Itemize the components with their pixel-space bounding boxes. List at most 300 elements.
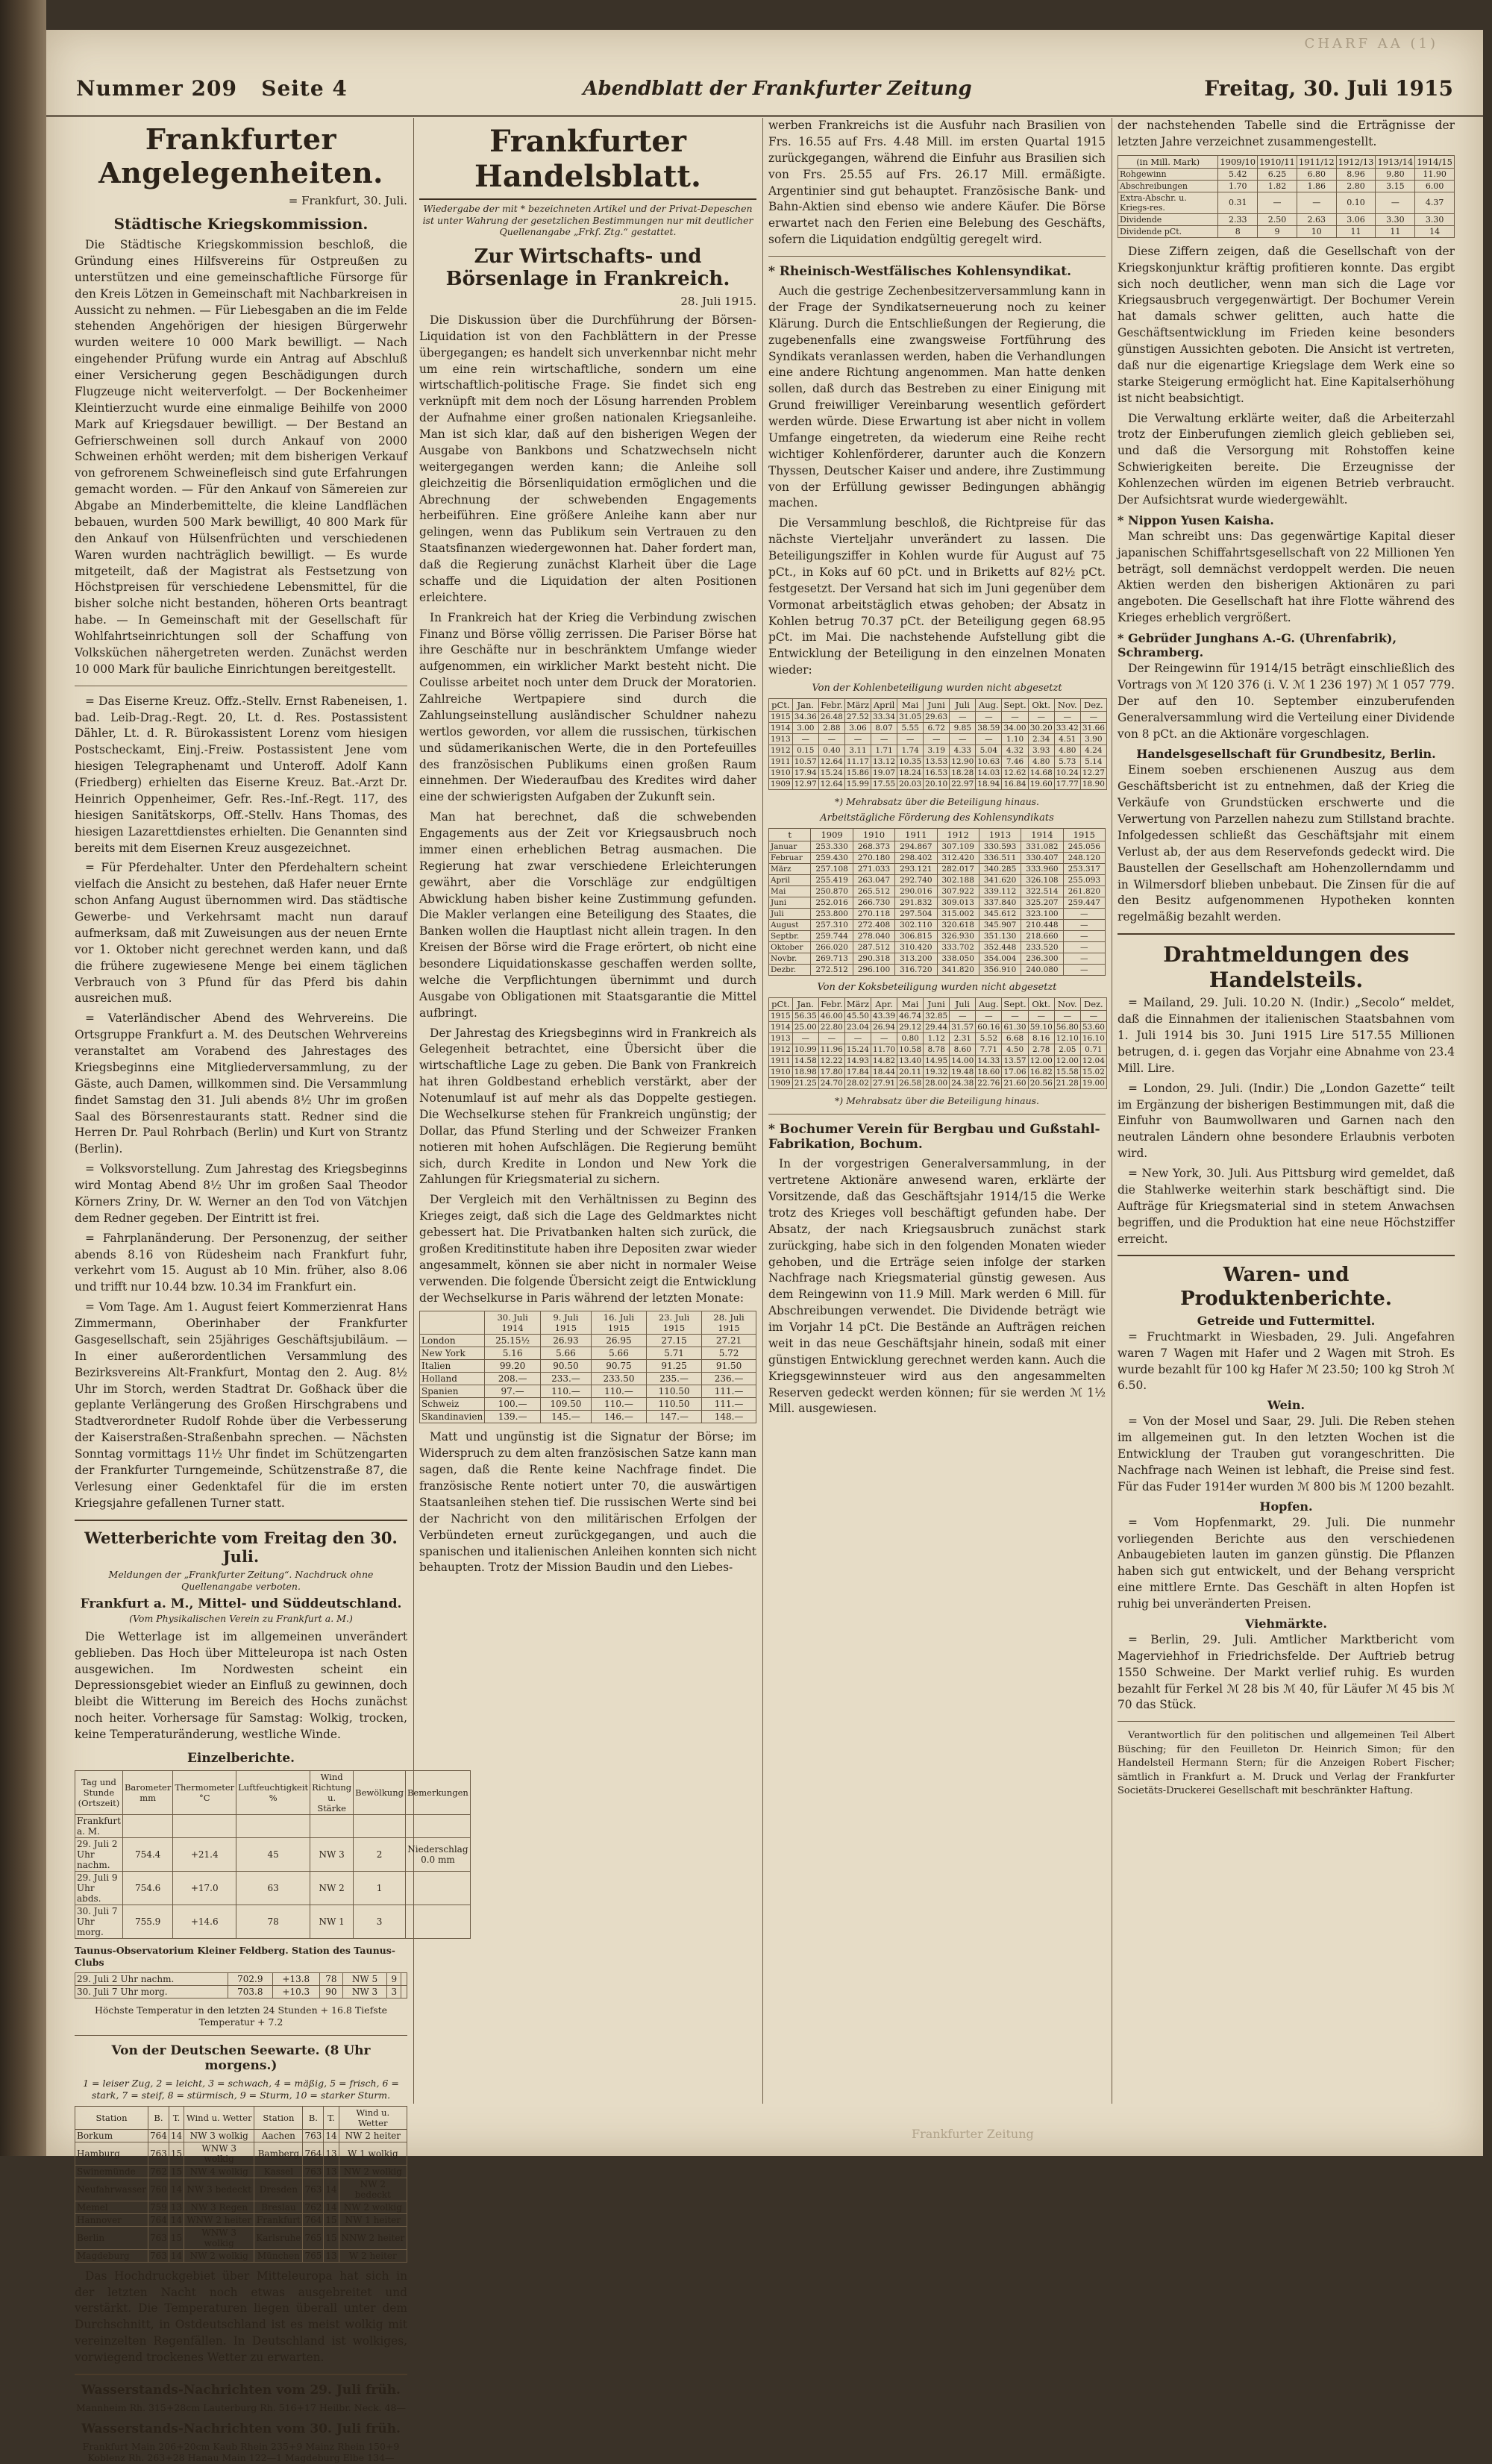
table-cell: 338.050 (937, 953, 979, 964)
table-cell: — (1063, 941, 1105, 953)
table-cell: WNW 3 wolkig (184, 2142, 254, 2165)
table-cell: 0.15 (792, 745, 818, 756)
table-cell: 21.25 (792, 1077, 818, 1088)
article-paragraph: Der Jahrestag des Kriegsbeginns wird in Frankreich als Gelegenheit betrachtet, eine Übersicht über die wirtschaftliche Lage zu geben. Die Bank von Frankreich hat ihren Goldbestand erheblich verstärkt, aber der Notenumlauf ist auf mehr als das Doppelte gestiegen. Die Wechselkurse stehen für Frankreich ungünstig; der Dollar, das Pfund Sterling und der Schweizer Franken notieren mit hohen Aufschlägen. Die Regierung bemüht sich, durch Kredite in London und New York die Zahlungen für Kriegsmaterial zu sichern. (419, 1026, 756, 1187)
seewarte-heading: Von der Deutschen Seewarte. (8 Uhr morgens.) (111, 2043, 371, 2074)
table-row (769, 919, 1106, 930)
table-cell: 18.60 (976, 1066, 1002, 1077)
table-cell: 12.90 (950, 756, 976, 768)
table-cell: 263.047 (853, 874, 894, 885)
table-row (75, 2142, 407, 2165)
table-cell: 1915 (769, 1010, 793, 1021)
table-header-cell: Wind u. Wetter (184, 2106, 254, 2129)
article-paragraph: = London, 29. Juli. (Indir.) Die „London Gazette“ teilt im Ergänzung der bisherigen Bestimmungen mit, daß die Einfuhr von Baumwollwaren und Garnen nach den neutralen Ländern ohne besondere Erlaubnis verboten wird. (1118, 1081, 1455, 1161)
table-cell: Rohgewinn (1118, 168, 1218, 180)
table-cell: 19.00 (1080, 1077, 1106, 1088)
table-row (769, 953, 1106, 964)
table-cell: 287.512 (853, 941, 894, 953)
table-cell: 3.30 (1376, 213, 1415, 225)
table-cell: 233.— (540, 1373, 591, 1385)
article-paragraph: = Vom Tage. Am 1. August feiert Kommerzienrat Hans Zimmermann, Oberinhaber der Frankfurter Gasgesellschaft, sein 25jähriges Geschäftsjubiläum. — In einer außerordentlichen Versammlung des Bezirksvereins Alt-Frankfurt, Montag den 2. Aug. 8½ Uhr im Storch, werden Stadtrat Dr. Goßhack über die geplante Verlängerung des Großen Hirschgrabens und Stadtverordneter Rudolf Rohde über die Verbesserung der Kaiserstraßen-Straßenbahn sprechen. — Nächsten Sonntag vormittags 11½ Uhr findet im Schützengarten der Frankfurter Turngemeinde, Schützenstraße 87, die Verlesung einer Gedenktafel für die im ersten Kriegsjahre gefallenen Turner statt. (75, 1300, 407, 1510)
table-cell: Frankfurt a. M. (75, 1814, 123, 1837)
table-cell: 11 (1376, 225, 1415, 237)
table-cell: 29. Juli 2 Uhr nachm. (75, 1837, 123, 1871)
table-row (769, 712, 1107, 723)
table-cell (354, 1814, 406, 1837)
table-cell: 765 (303, 2249, 324, 2262)
table-cell: 17.84 (844, 1066, 871, 1077)
table-cell: 56.35 (792, 1010, 818, 1021)
table-cell: März (769, 863, 811, 874)
table-cell: 255.093 (1063, 874, 1105, 885)
table-cell: 29.12 (897, 1021, 924, 1032)
table-row (420, 1360, 756, 1373)
table-cell: 100.— (485, 1398, 541, 1411)
table-cell: 110.50 (647, 1385, 702, 1398)
table-cell: Hannover (75, 2213, 148, 2226)
table-header-cell: Juni (924, 699, 950, 712)
table-cell: 703.8 (228, 1986, 273, 1999)
table-footnote: *) Mehrabsatz über die Beteiligung hinaus. (834, 1094, 1040, 1106)
table-cell: 45.50 (844, 1010, 871, 1021)
table-cell: 19.48 (950, 1066, 976, 1077)
table-cell: 290.318 (853, 953, 894, 964)
table-cell: 14 (169, 2129, 184, 2142)
table-cell: NW 1 (310, 1905, 354, 1938)
table-cell: 97.— (485, 1385, 541, 1398)
table-cell: 339.112 (979, 885, 1021, 897)
table-cell: Skandinavien (420, 1411, 485, 1423)
table-footnote: *) Mehrabsatz über die Beteiligung hinaus. (834, 796, 1040, 807)
table-row (769, 852, 1106, 863)
table-cell: 1910 (769, 1066, 793, 1077)
table-cell: 1914 (769, 1021, 793, 1032)
top-faint-mark: CHARF AA (1) (1304, 36, 1438, 51)
table-cell: 272.408 (853, 919, 894, 930)
table-cell: 43.39 (871, 1010, 897, 1021)
table-header-cell: Luftfeuchtigkeit % (236, 1770, 310, 1814)
table-cell: 2.78 (1028, 1044, 1054, 1055)
table-row (769, 841, 1106, 852)
table-header-cell: Nov. (1054, 699, 1080, 712)
table-cell: +17.0 (173, 1871, 236, 1905)
table-row (420, 1347, 756, 1360)
table-row (769, 1010, 1107, 1021)
table-cell: — (1063, 964, 1105, 975)
table-row (769, 1021, 1107, 1032)
table-cell: Februar (769, 852, 811, 863)
table-cell: 352.448 (979, 941, 1021, 953)
table-cell: 19.07 (871, 768, 897, 779)
table-cell: — (818, 734, 844, 745)
table-cell: 14.33 (976, 1055, 1002, 1066)
table-cell: 278.040 (853, 930, 894, 941)
table-cell: 17.55 (871, 779, 897, 790)
table-cell: 4.50 (1002, 1044, 1028, 1055)
table-cell: 11.70 (871, 1044, 897, 1055)
table-cell: 3.15 (1376, 180, 1415, 192)
table-cell: 3 (354, 1905, 406, 1938)
table-cell: 26.94 (871, 1021, 897, 1032)
table-cell: — (897, 734, 924, 745)
table-cell: NW 2 heiter (339, 2129, 407, 2142)
article-heading: Handelsgesellschaft für Grundbesitz, Berlin. (1136, 747, 1436, 762)
table-cell: 109.50 (540, 1398, 591, 1411)
table-cell: 14 (1415, 225, 1455, 237)
table-cell: 296.100 (853, 964, 894, 975)
table-cell: 1.10 (1002, 734, 1028, 745)
table-cell: 1911 (769, 1055, 793, 1066)
table-header-cell: Bemerkungen (405, 1770, 470, 1814)
table-cell: Mai (769, 885, 811, 897)
table-cell: — (792, 1032, 818, 1044)
table-cell: 337.840 (979, 897, 1021, 908)
table-cell: 310.420 (895, 941, 937, 953)
article-paragraph: Einem soeben erschienenen Auszug aus dem Geschäftsbericht ist zu entnehmen, daß der Krieg die Verkäufe von Grundstücken erschwerte und die Verwertung von Parzellen nahezu zum Stillstand brachte. Infolgedessen schließt das Geschäftsjahr mit einem Verlust ab, der aus dem Reservefonds gedeckt wird. Die Baustellen der Gesellschaft am Hohenzollerndamm und in Wilmersdorf blieben unbebaut. Die Zinsen für die auf den Besitz aufgenommenen Hypotheken konnten regelmäßig bezahlt werden. (1118, 763, 1455, 924)
coke-quota-table (768, 997, 1107, 1089)
section-title-frankfurt: Frankfurter Angelegenheiten. (98, 122, 383, 189)
table-cell: Frankfurt (254, 2213, 303, 2226)
seewarte-table (75, 2106, 407, 2263)
table-header-cell: Wind u. Wetter (339, 2106, 407, 2129)
table-cell: 90.75 (591, 1360, 646, 1373)
table-cell: 764 (148, 2213, 169, 2226)
column-3 (768, 118, 1106, 2104)
table-row (769, 897, 1106, 908)
table-cell: — (1258, 192, 1297, 213)
table-cell: 10.24 (1054, 768, 1080, 779)
table-cell: 78 (236, 1905, 310, 1938)
table-cell: Dresden (254, 2178, 303, 2201)
table-cell: 5.42 (1218, 168, 1258, 180)
table-header-cell: März (844, 699, 871, 712)
table-cell: New York (420, 1347, 485, 1360)
table-cell: 32.85 (924, 1010, 950, 1021)
table-cell: — (1063, 908, 1105, 919)
article-paragraph: = Fruchtmarkt in Wiesbaden, 29. Juli. Angefahren waren 7 Wagen mit Hafer und 2 Wagen mit Stroh. Es wurde bezahlt für 100 kg Hafer ℳ 23.50; 100 kg Stroh ℳ 6.50. (1118, 1329, 1455, 1393)
table-cell: 9.85 (950, 723, 976, 734)
table-cell: 764 (303, 2213, 324, 2226)
article-paragraph: Die Verwaltung erklärte weiter, daß die Arbeiterzahl trotz der Einberufungen ziemlich gleich geblieben sei, und daß die Versorgung mit Rohstoffen keine Schwierigkeiten bereite. Die Erzeugnisse der Kohlenzechen würden im eigenen Betrieb verbraucht. Der Aufsichtsrat wurde wiedergewählt. (1118, 411, 1455, 507)
table-cell: 255.419 (811, 874, 853, 885)
table-cell: 18.28 (950, 768, 976, 779)
table-cell: 33.42 (1054, 723, 1080, 734)
table-header-cell: Febr. (818, 997, 844, 1010)
table-cell: 302.110 (895, 919, 937, 930)
table-cell: — (1002, 712, 1028, 723)
table-row (769, 779, 1107, 790)
table-header-cell: Barometer mm (122, 1770, 172, 1814)
table-cell: +21.4 (173, 1837, 236, 1871)
table-cell: 1.74 (897, 745, 924, 756)
table-header-cell: 1910/11 (1258, 155, 1297, 168)
table-cell: 755.9 (122, 1905, 172, 1938)
table-cell: — (844, 734, 871, 745)
table-cell: 34.00 (1002, 723, 1028, 734)
table-cell: 245.056 (1063, 841, 1105, 852)
masthead-edition: Abendblatt der Frankfurter Zeitung (583, 78, 972, 100)
table-header-cell: (in Mill. Mark) (1118, 155, 1218, 168)
table-cell: 272.512 (811, 964, 853, 975)
table-cell: 2.63 (1297, 213, 1336, 225)
commodity-subheading: Getreide und Futtermittel. (1197, 1313, 1376, 1328)
table-cell: 0.71 (1080, 1044, 1106, 1055)
table-cell: 10.35 (897, 756, 924, 768)
section-title-wire-reports: Drahtmeldungen des Handelsteils. (1163, 942, 1409, 992)
table-cell: 3.06 (844, 723, 871, 734)
table-cell: 12.00 (1054, 1055, 1080, 1066)
table-cell: — (1063, 953, 1105, 964)
weather-subnote: Meldungen der „Frankfurter Zeitung“. Nachdruck ohne Quellenangabe verboten. (108, 1568, 374, 1592)
table-header-cell: Bewölkung (354, 1770, 406, 1814)
table-cell: 6.25 (1258, 168, 1297, 180)
table-cell: 253.317 (1063, 863, 1105, 874)
table-header-cell: 1914 (1021, 828, 1063, 841)
table-cell: 45 (236, 1837, 310, 1871)
table-cell: Dividende (1118, 213, 1218, 225)
divider (768, 1114, 1106, 1115)
table-cell: 14 (324, 2201, 339, 2213)
table-cell: +10.3 (272, 1986, 319, 1999)
table-header-cell: 1909 (811, 828, 853, 841)
coal-output-table (768, 828, 1106, 976)
table-cell: 29.63 (924, 712, 950, 723)
table-cell: London (420, 1335, 485, 1347)
table-header-cell: 23. Juli 1915 (647, 1311, 702, 1335)
table-cell: — (1376, 192, 1415, 213)
table-cell: 354.004 (979, 953, 1021, 964)
table-header-cell: Sept. (1002, 997, 1028, 1010)
table-cell: — (818, 1032, 844, 1044)
table-cell: 315.002 (937, 908, 979, 919)
table-cell: 12.64 (818, 756, 844, 768)
table-row (769, 930, 1106, 941)
table-cell: 1.71 (871, 745, 897, 756)
table-cell: 320.618 (937, 919, 979, 930)
table-cell: 13 (324, 2142, 339, 2165)
table-cell: 29. Juli 9 Uhr abds. (75, 1871, 123, 1905)
table-cell: — (1063, 930, 1105, 941)
table-cell: August (769, 919, 811, 930)
article-paragraph: = Vaterländischer Abend des Wehrvereins. Die Ortsgruppe Frankfurt a. M. des Deutschen Wehrvereins veranstaltet am Vorabend des Jahrestages des Kriegsbeginns eine Mitgliederversammlung, zu der Gäste, auch Damen, willkommen sind. Die Versammlung findet Samstag den 31. Juli abends 8½ Uhr im großen Saal des Börsenrestaurants statt. Redner sind die Herren Dr. Paul Rohrbach (Berlin) und Kurt von Strantz (Berlin). (75, 1012, 407, 1156)
table-cell: 26.95 (591, 1335, 646, 1347)
table-cell: 3.11 (844, 745, 871, 756)
weather-table-frankfurt (75, 1770, 471, 1939)
table-cell: 1913 (769, 1032, 793, 1044)
table-caption: Von der Kohlenbeteiligung wurden nicht abgesetzt (812, 683, 1062, 694)
table-cell: 2.31 (950, 1032, 976, 1044)
table-cell: Breslau (254, 2201, 303, 2213)
table-cell: NW 5 (342, 1973, 387, 1986)
table-cell: 16.53 (924, 768, 950, 779)
table-cell: 4.24 (1080, 745, 1106, 756)
table-cell: Schweiz (420, 1398, 485, 1411)
table-cell: 333.702 (937, 941, 979, 953)
table-cell: 14 (324, 2178, 339, 2201)
earnings-table (1118, 155, 1455, 238)
table-cell: 2.88 (818, 723, 844, 734)
table-cell (122, 1814, 172, 1837)
divider (75, 1520, 407, 1521)
table-cell: 1909 (769, 779, 793, 790)
table-cell: 12.27 (1080, 768, 1106, 779)
table-cell: Swinemünde (75, 2165, 148, 2178)
table-header-cell: Aug. (976, 997, 1002, 1010)
article-paragraph: = Für Pferdehalter. Unter den Pferdehaltern scheint vielfach die Ansicht zu bestehen, daß Hafer neuer Ernte schon Anfang August übernommen wird. Das städtische Gewerbe- und Verkehrsamt macht nun darauf aufmerksam, daß mit Zuweisungen aus der neuen Ernte vor 1. Oktober nicht gerechnet werden kann, und daß die frühere zugewiesene Menge bei einem täglichen Verbrauch von 3 Pfund für das Pferd bis dahin ausreichen muß. (75, 861, 407, 1006)
table-cell: 302.188 (937, 874, 979, 885)
table-cell: 763 (303, 2178, 324, 2201)
table-cell: 297.504 (895, 908, 937, 919)
article-paragraph: = New York, 30. Juli. Aus Pittsburg wird gemeldet, daß die Stahlwerke weiterhin stark beschäftigt sind. Die Aufträge für Kriegsmaterial sind in stetem Anwachsen begriffen, und die Produktion hat eine neue Höchstziffer erreicht. (1118, 1167, 1455, 1246)
table-header-cell: März (844, 997, 871, 1010)
table-cell: — (871, 1032, 897, 1044)
table-cell: +14.6 (173, 1905, 236, 1938)
table-row (1118, 168, 1455, 180)
table-cell: 11.96 (818, 1044, 844, 1055)
table-row (769, 745, 1107, 756)
table-cell: 8.96 (1336, 168, 1376, 180)
table-header-cell: B. (148, 2106, 169, 2129)
article-heading: Städtische Kriegskommission. (113, 215, 369, 233)
issue-number (76, 76, 348, 101)
table-cell: 261.820 (1063, 885, 1105, 897)
page-number: Seite 4 (261, 76, 348, 101)
table-cell: NW 3 (342, 1986, 387, 1999)
table-header-cell: Juli (950, 997, 976, 1010)
article-paragraph: Die Städtische Kriegskommission beschloß, die Gründung eines Hilfsvereins für Ostpreußen zu unterstützen und eine gemeinschaftliche Fürsorge für den Kreis Lötzen in Gemeinschaft mit Nachbarkreisen in Aussicht zu nehmen. — Für Liebesgaben an die im Felde stehenden Angehörigen der hiesigen Bürgerwehr wurden weitere 10 000 Mark bewilligt. — Nach eingehender Prüfung wurde ein Antrag auf Abschluß einer Versicherung gegen Beschädigungen durch Flugzeuge nicht weiterverfolgt. — Der Bockenheimer Kleintierzucht wurde eine einmalige Beihilfe von 2000 Mark auf Kriegsdauer bewilligt. — Der Bestand an Gefrierschweinen soll durch Ankauf von 2000 Schweinen erhöht werden; mit dem bisherigen Verkauf von gefrorenem Schweinefleisch sind gute Erfahrungen gemacht worden. — Für den Ankauf von Sämereien zur Abgabe an Minderbemittelte, die kleine Landflächen bebauen, wurden 500 Mark bewilligt, 40 800 Mark für den Ankauf von Hülsenfrüchten und verschiedenen Waren wurden nachträglich bewilligt. — Es wurde mitgeteilt, daß der Magistrat als Festsetzung von Höchstpreisen für verschiedene Lebensmittel, für die bisher solche nicht bestanden, höheren Orts beantragt habe. — In Gemeinschaft mit der Gesellschaft für Wohlfahrtseinrichtungen soll der Schaffung von Volksküchen nähergetreten werden. Zunächst werden 10 000 Mark für bauliche Einrichtungen bereitgestellt. (75, 238, 407, 676)
article-heading: * Nippon Yusen Kaisha. (1118, 512, 1274, 527)
table-header-cell: Juli (950, 699, 976, 712)
table-cell: 33.34 (871, 712, 897, 723)
article-paragraph: Auch die gestrige Zechenbesitzerversammlung kann in der Frage der Syndikatserneuerung noch zu keiner Klärung. Durch die Entschließungen der Regierung, die zugebenenfalls eine zwangsweise Fortführung des Syndikats veranlassen werden, haben die Verhandlungen eine andere Richtung angenommen. Man hatte denken sollen, daß durch das Bestreben zu einer Einigung mit Grund freiwilliger Vereinbarung wesentlich gefördert werden würde. Diese Erwartung ist aber nicht in vollem Umfange eingetreten, da wiederum eine Reihe recht wichtiger Kohlenförderer, darunter auch die Konzern Thyssen, Deutscher Kaiser und andere, ihre Zustimmung von der Erfüllung gewisser Bedingungen abhängig machen. (768, 284, 1106, 510)
article-heading: * Bochumer Verein für Bergbau und Gußstahl-Fabrikation, Bochum. (768, 1122, 1100, 1153)
table-cell: 0.31 (1218, 192, 1258, 213)
table-cell: 6.00 (1415, 180, 1455, 192)
article-heading: * Rheinisch-Westfälisches Kohlensyndikat. (768, 264, 1072, 279)
table-cell: Extra-Abschr. u. Kriegs-res. (1118, 192, 1218, 213)
table-cell: 307.109 (937, 841, 979, 852)
table-cell: 19.32 (924, 1066, 950, 1077)
table-cell: 15 (324, 2226, 339, 2249)
table-cell: 18.98 (792, 1066, 818, 1077)
table-row (769, 964, 1106, 975)
table-cell: — (1080, 1010, 1106, 1021)
table-cell: NNW 2 heiter (339, 2226, 407, 2249)
table-cell: 78 (319, 1973, 342, 1986)
table-cell: 24.70 (818, 1077, 844, 1088)
table-cell: — (950, 1010, 976, 1021)
table-cell: WNW 3 wolkig (184, 2226, 254, 2249)
table-cell: NW 3 wolkig (184, 2129, 254, 2142)
table-row (75, 1973, 407, 1986)
table-cell: NW 3 bedeckt (184, 2178, 254, 2201)
table-header-cell (420, 1311, 485, 1335)
table-cell: 306.815 (895, 930, 937, 941)
table-header-cell: Sept. (1002, 699, 1028, 712)
table-cell: 0.40 (818, 745, 844, 756)
table-cell: 764 (148, 2129, 169, 2142)
table-cell: 763 (148, 2249, 169, 2262)
table-cell: 8.16 (1028, 1032, 1054, 1044)
table-cell: NW 1 heiter (339, 2213, 407, 2226)
table-cell: 3.19 (924, 745, 950, 756)
table-row (75, 2129, 407, 2142)
table-row (75, 2178, 407, 2201)
divider (75, 2035, 407, 2036)
table-cell: 269.713 (811, 953, 853, 964)
table-cell: 5.73 (1054, 756, 1080, 768)
table-row (769, 863, 1106, 874)
table-cell: 259.430 (811, 852, 853, 863)
table-row (769, 885, 1106, 897)
table-cell: — (1028, 712, 1054, 723)
table-row (75, 2249, 407, 2262)
table-cell: NW 2 wolkig (339, 2165, 407, 2178)
table-cell: NW 4 wolkig (184, 2165, 254, 2178)
table-cell: 29.44 (924, 1021, 950, 1032)
table-cell: 6.68 (1002, 1032, 1028, 1044)
table-row (75, 2213, 407, 2226)
article-paragraph: der nachstehenden Tabelle sind die Erträgnisse der letzten Jahre verzeichnet zusammengestellt. (1118, 119, 1455, 148)
table-row (769, 1055, 1107, 1066)
table-row (769, 1077, 1107, 1088)
table-cell: 14 (324, 2129, 339, 2142)
table-cell: 110.— (591, 1385, 646, 1398)
table-cell: München (254, 2249, 303, 2262)
table-cell: 326.930 (937, 930, 979, 941)
table-cell: 3.06 (1336, 213, 1376, 225)
table-cell: 8.78 (924, 1044, 950, 1055)
table-header-cell: 1912/13 (1336, 155, 1376, 168)
table-cell: 763 (303, 2129, 324, 2142)
table-cell: Karlsruhe (254, 2226, 303, 2249)
table-header-cell: Station (75, 2106, 148, 2129)
table-cell: 4.51 (1054, 734, 1080, 745)
table-cell: 10.57 (792, 756, 818, 768)
table-cell: — (976, 1010, 1002, 1021)
water-level-heading-1: Wasserstands-Nachrichten vom 29. Juli früh. (81, 2382, 401, 2398)
table-cell: 9 (1258, 225, 1297, 237)
table-cell: 46.00 (818, 1010, 844, 1021)
table-header-cell: 1914/15 (1415, 155, 1455, 168)
table-cell: 12.22 (818, 1055, 844, 1066)
table-cell: 20.10 (924, 779, 950, 790)
table-header-cell: 30. Juli 1914 (485, 1311, 541, 1335)
page-header (46, 69, 1483, 117)
table-cell: 21.28 (1054, 1077, 1080, 1088)
dateline: = Frankfurt, 30. Juli. (288, 194, 407, 207)
table-cell: 13.57 (1002, 1055, 1028, 1066)
table-header-cell: Okt. (1028, 997, 1054, 1010)
table-cell: — (1080, 712, 1106, 723)
table-cell: 331.082 (1021, 841, 1063, 852)
divider (1118, 933, 1455, 935)
article-paragraph: = Berlin, 29. Juli. Amtlicher Marktbericht vom Magerviehhof in Friedrichsfelde. Der Auftrieb betrug 1550 Schweine. Der Markt verlief ruhig. Es wurden bezahlt für Ferkel ℳ 28 bis ℳ 40, für Läufer ℳ 45 bis ℳ 70 das Stück. (1118, 1632, 1455, 1712)
table-cell: Oktober (769, 941, 811, 953)
table-cell: 15.24 (844, 1044, 871, 1055)
table-cell: 146.— (591, 1411, 646, 1423)
table-cell: 3.00 (792, 723, 818, 734)
table-header-cell: 1913 (979, 828, 1021, 841)
table-row (75, 1986, 407, 1999)
commodity-subheading: Wein. (1267, 1398, 1306, 1413)
table-cell: 26.93 (540, 1335, 591, 1347)
table-cell: NW 3 (310, 1837, 354, 1871)
table-cell: 6.72 (924, 723, 950, 734)
table-cell: Niederschlag 0.0 mm (405, 1837, 470, 1871)
table-cell: NW 2 (310, 1871, 354, 1905)
table-cell: Dividende pCt. (1118, 225, 1218, 237)
